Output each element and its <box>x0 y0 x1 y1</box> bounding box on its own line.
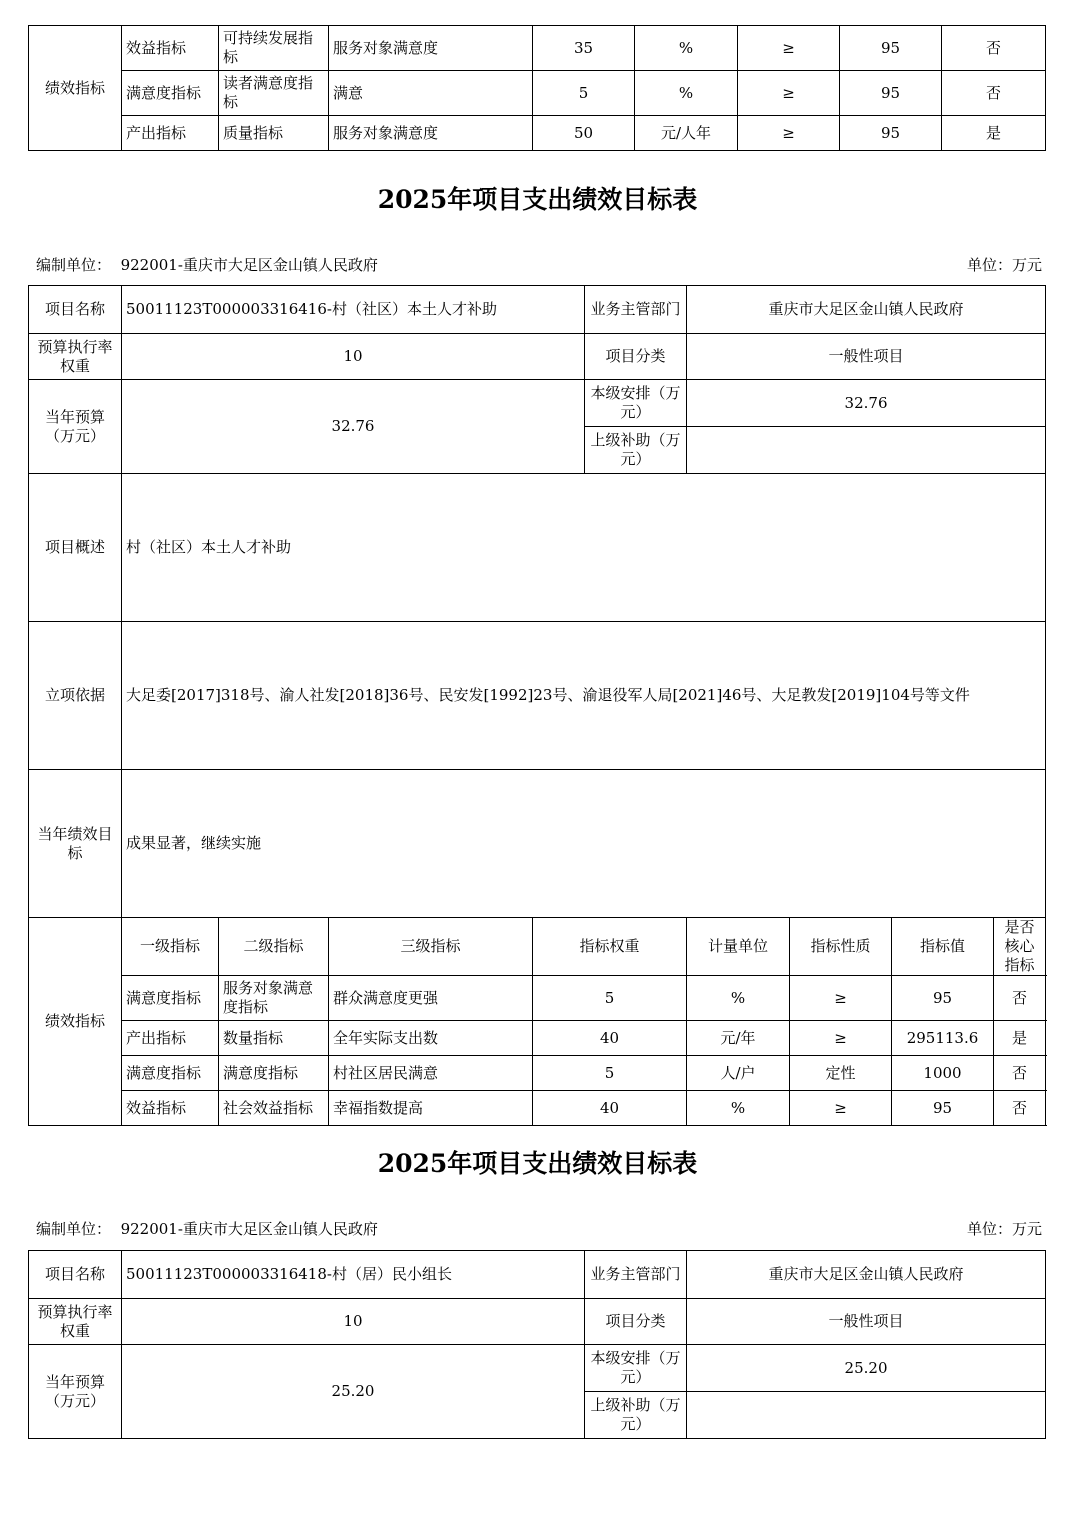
level3-cell: 村社区居民满意 <box>329 1056 533 1091</box>
overview-label: 项目概述 <box>29 474 122 622</box>
level2-cell: 满意度指标 <box>219 1056 329 1091</box>
unit-cell: % <box>687 976 790 1021</box>
project-name-value: 50011123T000003316418-村（居）民小组长 <box>122 1251 585 1299</box>
level3-cell: 服务对象满意度 <box>329 116 533 151</box>
level1-cell: 满意度指标 <box>122 1056 219 1091</box>
form1-meta <box>36 254 1042 275</box>
unit-cell: % <box>687 1091 790 1126</box>
overview-value: 村（社区）本土人才补助 <box>122 474 1046 622</box>
level1-cell: 产出指标 <box>122 116 219 151</box>
weight-cell: 5 <box>533 1056 687 1091</box>
table-row <box>29 770 1046 918</box>
weight-cell: 40 <box>533 1091 687 1126</box>
weight-cell: 5 <box>533 976 687 1021</box>
table-row <box>29 286 1046 334</box>
level1-cell: 效益指标 <box>122 26 219 71</box>
header-level1: 一级指标 <box>122 918 219 976</box>
upper-label: 上级补助（万元） <box>585 427 687 474</box>
exec-rate-value: 10 <box>122 1299 585 1345</box>
table-row <box>29 622 1046 770</box>
header-value: 指标值 <box>892 918 994 976</box>
level2-cell: 社会效益指标 <box>219 1091 329 1126</box>
table-row <box>29 116 1046 151</box>
value-cell: 95 <box>840 116 942 151</box>
budget-label: 当年预算（万元） <box>29 380 122 474</box>
dept-value: 重庆市大足区金山镇人民政府 <box>687 286 1046 334</box>
nature-cell: ≥ <box>738 116 840 151</box>
form1-table <box>28 285 1046 1126</box>
header-level3: 三级指标 <box>329 918 533 976</box>
core-cell: 是 <box>994 1021 1046 1056</box>
level2-cell: 可持续发展指标 <box>219 26 329 71</box>
basis-value: 大足委[2017]318号、渝人社发[2018]36号、民安发[1992]23号、渝退役军人局[2021]46号、大足教发[2019]104号等文件 <box>122 622 1046 770</box>
level1-cell: 满意度指标 <box>122 976 219 1021</box>
project-name-value: 50011123T000003316416-村（社区）本土人才补助 <box>122 286 585 334</box>
org-label: 编制单位： <box>36 256 112 274</box>
nature-cell: ≥ <box>738 26 840 71</box>
exec-rate-value: 10 <box>122 334 585 380</box>
goal-label: 当年绩效目标 <box>29 770 122 918</box>
core-cell: 否 <box>942 71 1046 116</box>
form1-title: 2025年项目支出绩效目标表 <box>377 185 698 214</box>
project-name-label: 项目名称 <box>29 286 122 334</box>
category-value: 一般性项目 <box>687 334 1046 380</box>
unit-cell: 元/年 <box>687 1021 790 1056</box>
core-cell: 否 <box>994 1091 1046 1126</box>
upper-value <box>687 427 1046 474</box>
goal-value: 成果显著，继续实施 <box>122 770 1046 918</box>
table-header-row <box>29 918 1046 976</box>
basis-label: 立项依据 <box>29 622 122 770</box>
local-label: 本级安排（万元） <box>585 380 687 427</box>
exec-rate-label: 预算执行率权重 <box>29 334 122 380</box>
core-cell: 否 <box>994 976 1046 1021</box>
unit-cell: 人/户 <box>687 1056 790 1091</box>
unit-cell: 元/人年 <box>635 116 738 151</box>
level1-cell: 效益指标 <box>122 1091 219 1126</box>
nature-cell: ≥ <box>738 71 840 116</box>
level2-cell: 服务对象满意度指标 <box>219 976 329 1021</box>
table-row <box>29 1021 1046 1056</box>
header-weight: 指标权重 <box>533 918 687 976</box>
value-cell: 295113.6 <box>892 1021 994 1056</box>
top-performance-table <box>28 25 1046 151</box>
level3-cell: 幸福指数提高 <box>329 1091 533 1126</box>
exec-rate-label: 预算执行率权重 <box>29 1299 122 1345</box>
unit-cell: % <box>635 26 738 71</box>
local-value: 25.20 <box>687 1345 1046 1392</box>
budget-value: 32.76 <box>122 380 585 474</box>
project-name-label: 项目名称 <box>29 1251 122 1299</box>
level1-cell: 产出指标 <box>122 1021 219 1056</box>
value-cell: 95 <box>840 26 942 71</box>
org-value: 922001-重庆市大足区金山镇人民政府 <box>120 1220 378 1238</box>
org-label: 编制单位： <box>36 1220 112 1238</box>
nature-cell: 定性 <box>790 1056 892 1091</box>
table-row <box>29 976 1046 1021</box>
level3-cell: 全年实际支出数 <box>329 1021 533 1056</box>
table-row <box>29 380 1046 427</box>
nature-cell: ≥ <box>790 976 892 1021</box>
table-row <box>29 1091 1046 1126</box>
weight-cell: 50 <box>533 116 635 151</box>
level1-cell: 满意度指标 <box>122 71 219 116</box>
level2-cell: 质量指标 <box>219 116 329 151</box>
table-row <box>29 1345 1046 1392</box>
upper-label: 上级补助（万元） <box>585 1392 687 1439</box>
unit-cell: % <box>635 71 738 116</box>
table-row <box>29 1251 1046 1299</box>
header-nature: 指标性质 <box>790 918 892 976</box>
unit-label: 单位：万元 <box>966 256 1042 274</box>
level3-cell: 服务对象满意度 <box>329 26 533 71</box>
value-cell: 1000 <box>892 1056 994 1091</box>
header-level2: 二级指标 <box>219 918 329 976</box>
core-cell: 是 <box>942 116 1046 151</box>
local-label: 本级安排（万元） <box>585 1345 687 1392</box>
header-unit: 计量单位 <box>687 918 790 976</box>
budget-label: 当年预算（万元） <box>29 1345 122 1439</box>
dept-label: 业务主管部门 <box>585 286 687 334</box>
org-value: 922001-重庆市大足区金山镇人民政府 <box>120 256 378 274</box>
table-row <box>29 1299 1046 1345</box>
level2-cell: 读者满意度指标 <box>219 71 329 116</box>
perf-section-label: 绩效指标 <box>29 26 122 151</box>
form2-meta <box>36 1218 1042 1239</box>
category-label: 项目分类 <box>585 334 687 380</box>
weight-cell: 35 <box>533 26 635 71</box>
perf-section-label: 绩效指标 <box>29 918 122 1126</box>
weight-cell: 40 <box>533 1021 687 1056</box>
budget-value: 25.20 <box>122 1345 585 1439</box>
local-value: 32.76 <box>687 380 1046 427</box>
table-row <box>29 1056 1046 1091</box>
category-label: 项目分类 <box>585 1299 687 1345</box>
table-row <box>29 71 1046 116</box>
nature-cell: ≥ <box>790 1021 892 1056</box>
unit-label: 单位：万元 <box>966 1220 1042 1238</box>
core-cell: 否 <box>994 1056 1046 1091</box>
table-row <box>29 26 1046 71</box>
level2-cell: 数量指标 <box>219 1021 329 1056</box>
table-row <box>29 334 1046 380</box>
value-cell: 95 <box>892 1091 994 1126</box>
weight-cell: 5 <box>533 71 635 116</box>
value-cell: 95 <box>840 71 942 116</box>
form2-table <box>28 1250 1046 1439</box>
table-row <box>29 474 1046 622</box>
core-cell: 否 <box>942 26 1046 71</box>
value-cell: 95 <box>892 976 994 1021</box>
level3-cell: 满意 <box>329 71 533 116</box>
form2-title: 2025年项目支出绩效目标表 <box>377 1149 698 1178</box>
dept-value: 重庆市大足区金山镇人民政府 <box>687 1251 1046 1299</box>
level3-cell: 群众满意度更强 <box>329 976 533 1021</box>
header-core: 是否核心指标 <box>994 918 1046 976</box>
category-value: 一般性项目 <box>687 1299 1046 1345</box>
nature-cell: ≥ <box>790 1091 892 1126</box>
dept-label: 业务主管部门 <box>585 1251 687 1299</box>
upper-value <box>687 1392 1046 1439</box>
